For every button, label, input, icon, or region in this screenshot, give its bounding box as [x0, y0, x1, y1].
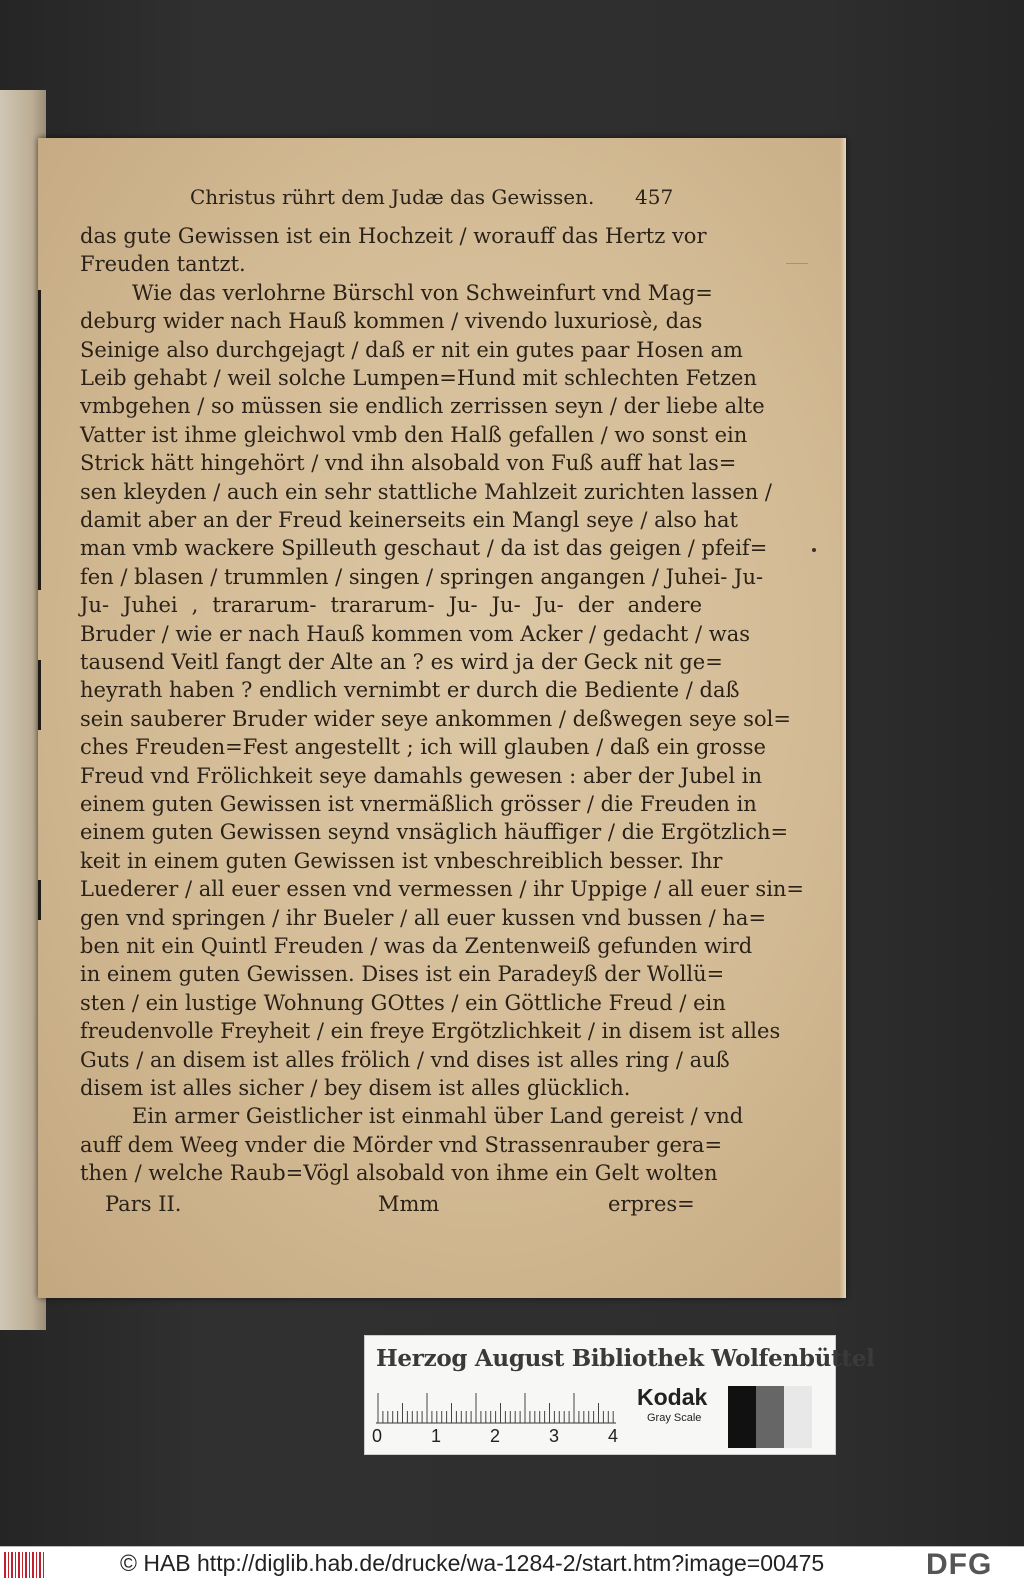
- barcode-icon: [4, 1552, 46, 1578]
- text-line: vmbgehen / so müssen sie endlich zerrissen seyn / der liebe alte: [80, 394, 765, 419]
- margin-bar: [38, 880, 41, 920]
- text-line: Seinige also durchgejagt / daß er nit ein gutes paar Hosen am: [80, 337, 743, 362]
- ruler-number: 0: [372, 1426, 383, 1446]
- ruler-number: 1: [431, 1426, 442, 1446]
- ruler-number: 3: [549, 1426, 560, 1446]
- text-line: ches Freuden=Fest angestellt ; ich will glauben / daß ein grosse: [80, 735, 766, 760]
- text-line: ben nit ein Quintl Freuden / was da Zentenweiß gefunden wird: [80, 934, 753, 958]
- text-line: tausend Veitl fangt der Alte an ? es wird ja der Geck nit ge=: [80, 650, 723, 674]
- margin-tick: [786, 263, 808, 264]
- text-line: disem ist alles sicher / bey disem ist alles glücklich.: [80, 1076, 631, 1100]
- text-line: einem guten Gewissen ist vnermäßlich grösser / die Freuden in: [80, 792, 757, 816]
- kodak-brand: Kodak: [637, 1384, 708, 1410]
- margin-bar: [38, 290, 41, 590]
- text-line: Vatter ist ihme gleichwol vmb den Halß gefallen / wo sonst ein: [80, 422, 748, 447]
- text-line: Strick hätt hingehört / vnd ihn alsobald von Fuß auff hat las=: [80, 451, 737, 476]
- text-line: freudenvolle Freyheit / ein freye Ergötzlichkeit / in disem ist alles: [80, 1019, 781, 1044]
- text-line: einem guten Gewissen seynd vnsäglich häuffiger / die Ergötzlich=: [80, 820, 789, 845]
- page-edge: [840, 138, 846, 1298]
- text-line: in einem guten Gewissen. Dises ist ein Paradeyß der Wollü=: [80, 962, 725, 987]
- ink-dot: [812, 548, 816, 552]
- text-line: Bruder / wie er nach Hauß kommen vom Acker / gedacht / was: [80, 621, 751, 646]
- dfg-logo: DFG: [926, 1548, 993, 1581]
- text-line: Guts / an disem ist alles frölich / vnd dises ist alles ring / auß: [80, 1047, 730, 1072]
- text-line: Ju- Juhei , trararum- trararum- Ju- Ju- Ju- der andere: [80, 593, 702, 618]
- library-name: Herzog August Bibliothek Wolfenbüttel: [376, 1345, 875, 1372]
- footer-part: Pars II.: [105, 1192, 182, 1216]
- text-line: man vmb wackere Spilleuth geschaut / da ist das geigen / pfeif=: [80, 536, 768, 561]
- ruler-number: 4: [608, 1426, 619, 1446]
- swatch-gray: [756, 1386, 784, 1448]
- copyright-link[interactable]: © HAB http://diglib.hab.de/drucke/wa-1284-2/start.htm?image=00475: [120, 1550, 825, 1576]
- text-line: das gute Gewissen ist ein Hochzeit / worauff das Hertz vor: [80, 224, 707, 248]
- kodak-subtitle: Gray Scale: [647, 1412, 702, 1424]
- swatch-white: [784, 1386, 812, 1448]
- text-line: deburg wider nach Hauß kommen / vivendo luxuriosè, das: [80, 309, 703, 334]
- swatch-black: [728, 1386, 756, 1448]
- text-line: Freuden tantzt.: [80, 252, 246, 277]
- text-line: Leib gehabt / weil solche Lumpen=Hund mit schlechten Fetzen: [80, 366, 757, 390]
- text-line: gen vnd springen / ihr Bueler / all euer kussen vnd bussen / ha=: [80, 905, 767, 930]
- text-line: Luederer / all euer essen vnd vermessen / ihr Uppige / all euer sin=: [80, 877, 805, 902]
- text-line: sein sauberer Bruder wider seye ankommen / deßwegen seye sol=: [80, 706, 791, 731]
- text-line: Ein armer Geistlicher ist einmahl über Land gereist / vnd: [132, 1104, 744, 1129]
- text-line: sten / ein lustige Wohnung GOttes / ein Göttliche Freud / ein: [80, 990, 726, 1015]
- grayscale-swatch: [728, 1386, 812, 1448]
- footer-signature: Mmm: [378, 1192, 440, 1216]
- footer-catchword: erpres=: [608, 1192, 695, 1216]
- text-line: heyrath haben ? endlich vernimbt er durch die Bediente / daß: [80, 678, 740, 703]
- page-number: 457: [635, 185, 674, 209]
- ruler-number: 2: [490, 1426, 501, 1446]
- text-line: keit in einem guten Gewissen ist vnbeschreiblich besser. Ihr: [80, 848, 723, 873]
- scale-ruler: [376, 1388, 616, 1424]
- text-line: auff dem Weeg vnder die Mörder vnd Strassenrauber gera=: [80, 1132, 723, 1157]
- text-line: then / welche Raub=Vögl alsobald von ihme ein Gelt wolten: [80, 1161, 718, 1186]
- text-line: damit aber an der Freud keinerseits ein Mangl seye / also hat: [80, 508, 738, 532]
- text-line: Wie das verlohrne Bürschl von Schweinfurt vnd Mag=: [132, 280, 713, 305]
- text-line: sen kleyden / auch ein sehr stattliche Mahlzeit zurichten lassen /: [80, 479, 772, 504]
- running-head: Christus rührt dem Judæ das Gewissen.: [190, 185, 595, 209]
- text-line: fen / blasen / trummlen / singen / springen angangen / Juhei- Ju-: [80, 564, 764, 589]
- text-line: Freud vnd Frölichkeit seye damahls gewesen : aber der Jubel in: [80, 763, 762, 788]
- margin-bar: [38, 660, 41, 730]
